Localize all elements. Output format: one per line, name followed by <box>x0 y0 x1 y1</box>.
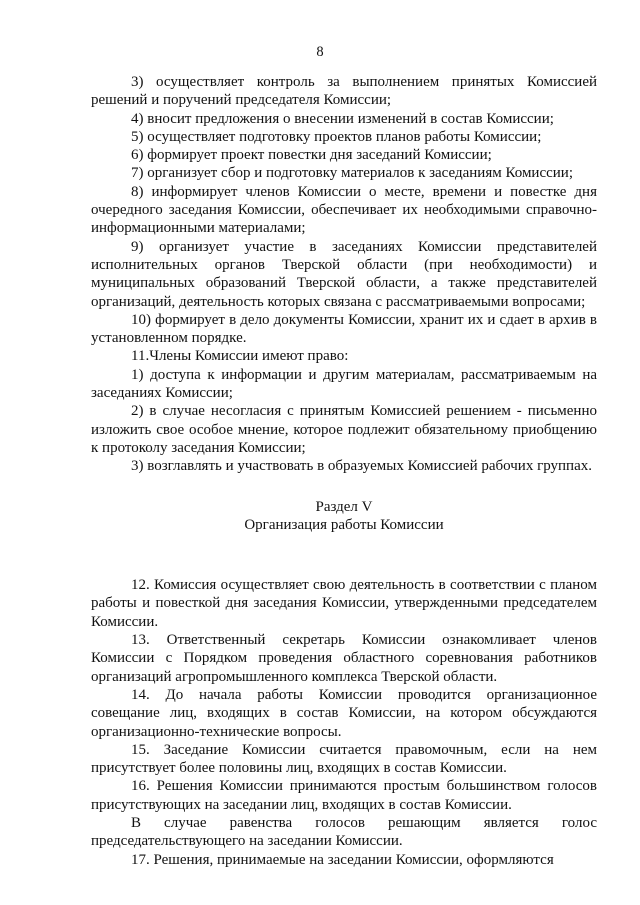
paragraph-item-10: 10) формирует в дело документы Комиссии, хранит их и сдает в архив в установленном порядке. <box>91 311 597 347</box>
page-number: 8 <box>316 44 324 60</box>
paragraph-clause-15: 15. Заседание Комиссии считается правомочным, если на нем присутствует более половины лиц, входящих в состав Комиссии. <box>91 741 597 777</box>
paragraph-item-9: 9) организует участие в заседаниях Комиссии представителей исполнительных органов Тверской области (при необходимости) и муниципальных образований Тверской области, а также представителей организаций, деятельность которых связана с рассматриваемыми вопросами; <box>91 238 597 310</box>
paragraph-item-7: 7) организует сбор и подготовку материалов к заседаниям Комиссии; <box>131 165 574 182</box>
paragraph-item-3: 3) осуществляет контроль за выполнением принятых Комиссией решений и поручений председателя Комиссии; <box>91 74 597 109</box>
paragraph-clause-17: 17. Решения, принимаемые на заседании Комиссии, оформляются <box>131 851 554 868</box>
paragraph-item-5: 5) осуществляет подготовку проектов планов работы Комиссии; <box>131 128 542 145</box>
paragraph-clause-11: 11.Члены Комиссии имеют право: <box>131 348 349 365</box>
document-body <box>91 73 597 869</box>
paragraph-right-2: 2) в случае несогласия с принятым Комиссией решением - письменно изложить свое особое мнение, которое подлежит обязательному приобщению к протоколу заседания Комиссии; <box>91 403 597 456</box>
paragraph-item-6: 6) формирует проект повестки дня заседаний Комиссии; <box>131 147 492 164</box>
paragraph-right-3: 3) возглавлять и участвовать в образуемых Комиссией рабочих группах. <box>131 458 592 475</box>
section-title: Организация работы Комиссии <box>244 516 444 533</box>
paragraph-tie-rule: В случае равенства голосов решающим является голос председательствующего на заседании Комиссии. <box>91 814 597 850</box>
paragraph-item-8: 8) информирует членов Комиссии о месте, времени и повестке дня очередного заседания Комиссии, обеспечивает их необходимыми справочно-информационными материалами; <box>91 183 597 237</box>
paragraph-item-4: 4) вносит предложения о внесении изменений в состав Комиссии; <box>131 110 554 127</box>
paragraph-clause-16: 16. Решения Комиссии принимаются простым большинством голосов присутствующих на заседании лиц, входящих в состав Комиссии. <box>91 778 597 813</box>
section-label: Раздел V <box>315 498 373 515</box>
paragraph-right-1: 1) доступа к информации и другим материалам, рассматриваемым на заседаниях Комиссии; <box>91 366 597 402</box>
section-heading <box>91 498 597 535</box>
paragraph-clause-12: 12. Комиссия осуществляет свою деятельность в соответствии с планом работы и повесткой дня заседания Комиссии, утвержденными председателем Комиссии. <box>91 577 597 630</box>
paragraph-clause-14: 14. До начала работы Комиссии проводится организационное совещание лиц, входящих в состав Комиссии, на котором обсуждаются организационно-технические вопросы. <box>91 686 597 740</box>
paragraph-clause-13: 13. Ответственный секретарь Комиссии ознакомливает членов Комиссии с Порядком проведения областного соревнования работников организаций агропромышленного комплекса Тверской области. <box>91 632 597 685</box>
